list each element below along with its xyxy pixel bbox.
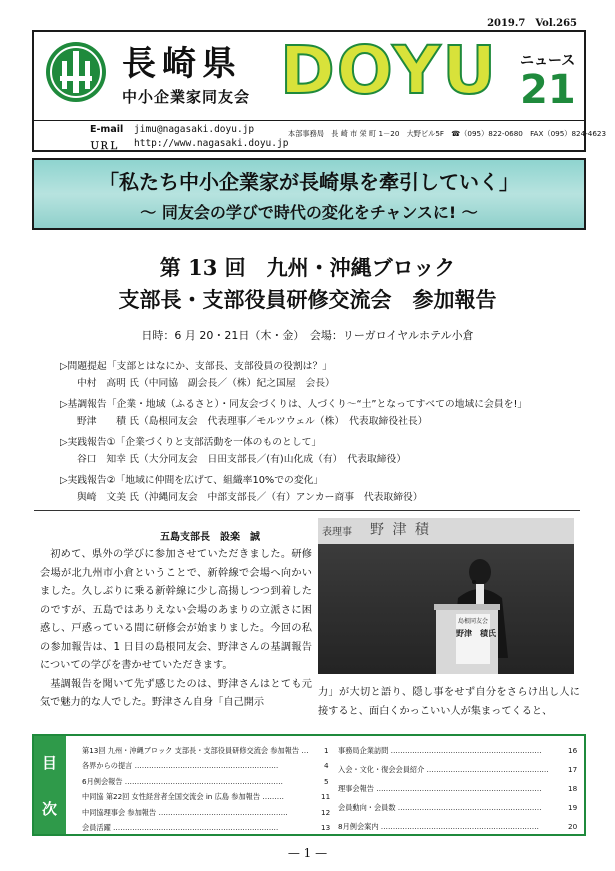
- article-continuation: 力」が大切と語り、隠し事をせず自分をさらけ出し人に接すると、面白くかっこいい人が集まってくると、: [318, 687, 580, 717]
- toc-page: 1: [324, 746, 329, 755]
- article-title-line2: 支部長・支部役員研修交流会 参加報告: [118, 287, 497, 312]
- org-name: 長崎県: [122, 44, 242, 84]
- photo-banner-text: 表理事: [322, 527, 352, 538]
- agenda-item-speaker: 與崎 文美 氏（沖縄同友会 中部支部長／（有）アンカー商事 代表取締役）: [77, 492, 423, 503]
- news-label: ニュース: [520, 53, 576, 69]
- banner-subheadline: ～ 同友会の学びで時代の変化をチャンスに! ～: [140, 203, 478, 222]
- podium-sign-name: 野津 積氏: [456, 629, 496, 638]
- url-link[interactable]: http://www.nagasaki.doyu.jp: [134, 138, 289, 149]
- page-number: — 1 —: [287, 846, 328, 860]
- toc-page: 13: [321, 823, 331, 832]
- divider: [34, 510, 580, 511]
- table-of-contents: [32, 734, 586, 836]
- photo-banner-name: 野 津 積: [370, 522, 431, 538]
- toc-item[interactable]: 理事会報告 ……………………………………………………………: [338, 784, 542, 793]
- article-body: [40, 546, 312, 713]
- news-number: 21: [520, 67, 576, 113]
- agenda-item-heading: ▷実践報告②「地域に仲間を広げて、組織率10%での変化」: [60, 475, 324, 486]
- article-paragraph: 初めて、県外の学びに参加させていただきました。研修会場が北九州市小倉ということで、新幹線で会場へ向かいました。久しぶりに乗る新幹線に少し高揚しつつ到着したのですが、五島ではありえない会場のあまりの立派さに困惑し、戸惑っている間に研修会が始まりました。今回の私の参加報告は、1 日目の島根同友会、野津さんの基調報告についての学びを書かせていただきます。: [40, 549, 312, 671]
- agenda-item-heading: ▷問題提起「支部とはなにか、支部長、支部役員の役割は？」: [60, 361, 333, 372]
- agenda-item-speaker: 野津 積 氏（島根同友会 代表理事／モルツウェル（株） 代表取締役社長）: [77, 416, 428, 427]
- contact-area: [34, 120, 607, 153]
- podium-sign-org: 島根同友会: [458, 618, 489, 625]
- headline-banner: [32, 158, 586, 230]
- toc-side-char: 次: [42, 800, 58, 818]
- event-date-venue: 日時：6 月 20・21日（木・金） 会場：リーガロイヤルホテル小倉: [141, 329, 474, 342]
- url-label: ＵＲＬ: [90, 141, 119, 152]
- agenda-item-speaker: 中村 高明 氏（中同協 副会長／（株）紀之国屋 会長）: [77, 378, 335, 389]
- toc-page: 19: [568, 803, 578, 812]
- toc-page: 4: [324, 761, 329, 770]
- toc-page: 16: [568, 746, 578, 755]
- toc-item[interactable]: 中同協 第22回 女性経営者全国交流会 in 広島 参加報告 ………: [82, 792, 284, 801]
- email-label: E-mail: [90, 124, 124, 135]
- org-subtitle: 中小企業家同友会: [122, 88, 251, 106]
- toc-item[interactable]: 中同協理事会 参加報告 ………………………………………………: [82, 808, 288, 817]
- article-title-line1: 第 13 回 九州・沖縄ブロック: [159, 255, 456, 280]
- speaker-photo: [318, 518, 574, 674]
- issue-info: 2019.7 Vol.265: [487, 18, 577, 29]
- toc-item[interactable]: 8月例会案内 …………………………………………………………: [338, 822, 539, 831]
- banner-headline: 「私たち中小企業家が長崎県を牽引していく」: [99, 170, 519, 194]
- toc-item[interactable]: 会員動向・会員数 ……………………………………………………: [338, 803, 542, 812]
- toc-item[interactable]: 第13回 九州・沖縄ブロック 支部長・支部役員研修交流会 参加報告 …: [82, 746, 309, 755]
- article-author: 五島支部長 設楽 誠: [160, 532, 260, 543]
- brand-logo-text: DOYU: [280, 32, 498, 109]
- masthead: [32, 30, 607, 152]
- toc-item[interactable]: 事務局企業訪問 ………………………………………………………: [338, 746, 542, 755]
- toc-item[interactable]: 入会・文化・復会会員紹介 ……………………………………………: [338, 765, 549, 774]
- agenda-item-heading: ▷基調報告「企業・地域（ふるさと）・同友会づくりは、人づくり～“土”となってすべての地域に会員を!」: [60, 399, 528, 410]
- agenda-item-heading: ▷実践報告①「企業づくりと支部活動を一体のものとして」: [60, 437, 322, 448]
- toc-item[interactable]: 6月例会報告 …………………………………………………………: [82, 777, 283, 786]
- toc-page: 18: [568, 784, 578, 793]
- toc-side-label: [34, 736, 66, 834]
- toc-side-char: 目: [42, 754, 58, 772]
- toc-page: 17: [568, 765, 578, 774]
- toc-item[interactable]: 各界からの提言 ……………………………………………………: [82, 761, 279, 770]
- email-link[interactable]: jimu@nagasaki.doyu.jp: [134, 124, 255, 135]
- office-address: 本部事務局 長 崎 市 栄 町 1－20 大野ビル5F ☎（095）822-0680 FAX（095）824-4623: [288, 129, 607, 138]
- agenda-item-speaker: 谷口 知幸 氏（大分同友会 日田支部長／(有)山化成（有） 代表取締役）: [77, 454, 407, 465]
- article-paragraph: 基調報告を聞いて先ず感じたのは、野津さんはとても元気で魅力的な人でした。野津さん自身「自己開示: [40, 678, 312, 708]
- toc-page: 5: [324, 777, 329, 786]
- toc-page: 11: [321, 792, 331, 801]
- toc-page: 20: [568, 822, 578, 831]
- toc-item[interactable]: 会員活躍 ……………………………………………………………: [82, 823, 279, 832]
- doyukai-logo-icon: [46, 42, 106, 102]
- toc-page: 12: [321, 808, 331, 817]
